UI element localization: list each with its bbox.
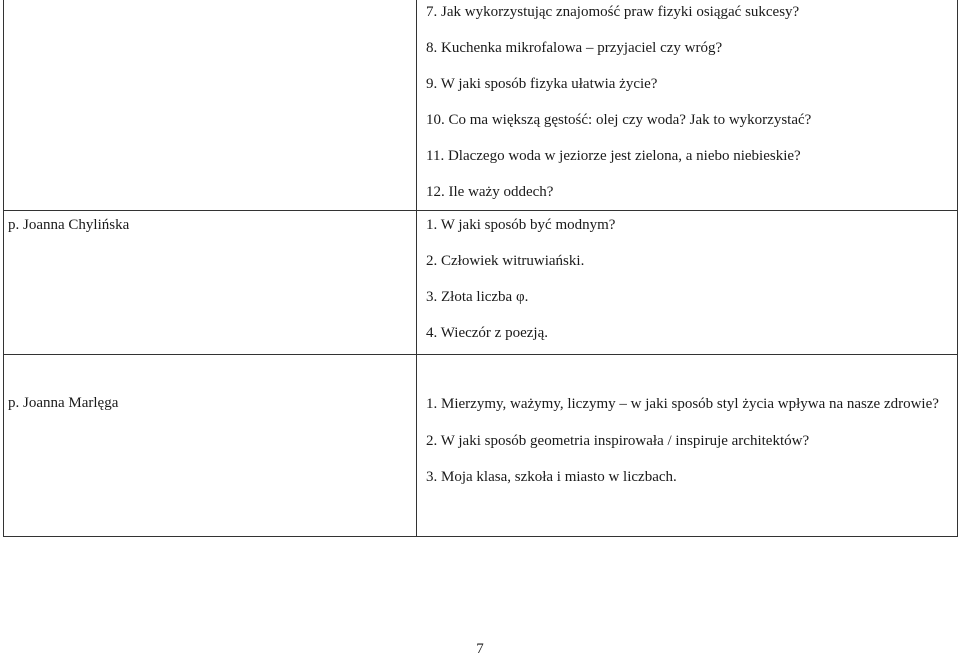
list-item: 2. W jaki sposób geometria inspirowała / inspiruje architektów? — [426, 433, 810, 449]
teacher-cell — [4, 355, 417, 537]
table-row — [4, 0, 958, 211]
table-row — [4, 211, 958, 355]
teacher-cell — [4, 211, 417, 355]
topics-cell — [417, 211, 958, 355]
list-item: 2. Człowiek witruwiański. — [426, 253, 585, 269]
list-item: 3. Złota liczba φ. — [426, 289, 529, 305]
teacher-name: p. Joanna Marlęga — [8, 395, 119, 411]
teacher-cell — [4, 0, 417, 211]
list-item: 4. Wieczór z poezją. — [426, 325, 548, 341]
list-item: 12. Ile waży oddech? — [426, 184, 554, 200]
list-item: 8. Kuchenka mikrofalowa – przyjaciel czy wróg? — [426, 40, 723, 56]
topic-list — [417, 0, 957, 201]
page-number: 7 — [476, 641, 484, 657]
list-item: 1. Mierzymy, ważymy, liczymy – w jaki sposób styl życia wpływa na nasze zdrowie? — [426, 396, 939, 412]
topics-cell — [417, 355, 958, 537]
teacher-name: p. Joanna Chylińska — [8, 217, 130, 233]
list-item: 1. W jaki sposób być modnym? — [426, 217, 616, 233]
list-item: 10. Co ma większą gęstość: olej czy woda? Jak to wykorzystać? — [426, 112, 812, 128]
topic-list — [417, 355, 957, 505]
list-item: 11. Dlaczego woda w jeziorze jest zielona, a niebo niebieskie? — [426, 148, 801, 164]
topics-table — [3, 0, 958, 537]
list-item: 7. Jak wykorzystując znajomość praw fizyki osiągać sukcesy? — [426, 4, 800, 20]
topics-cell — [417, 0, 958, 211]
topic-list — [417, 211, 957, 342]
list-item: 9. W jaki sposób fizyka ułatwia życie? — [426, 76, 658, 92]
table-row — [4, 355, 958, 537]
list-item: 3. Moja klasa, szkoła i miasto w liczbach. — [426, 469, 677, 485]
